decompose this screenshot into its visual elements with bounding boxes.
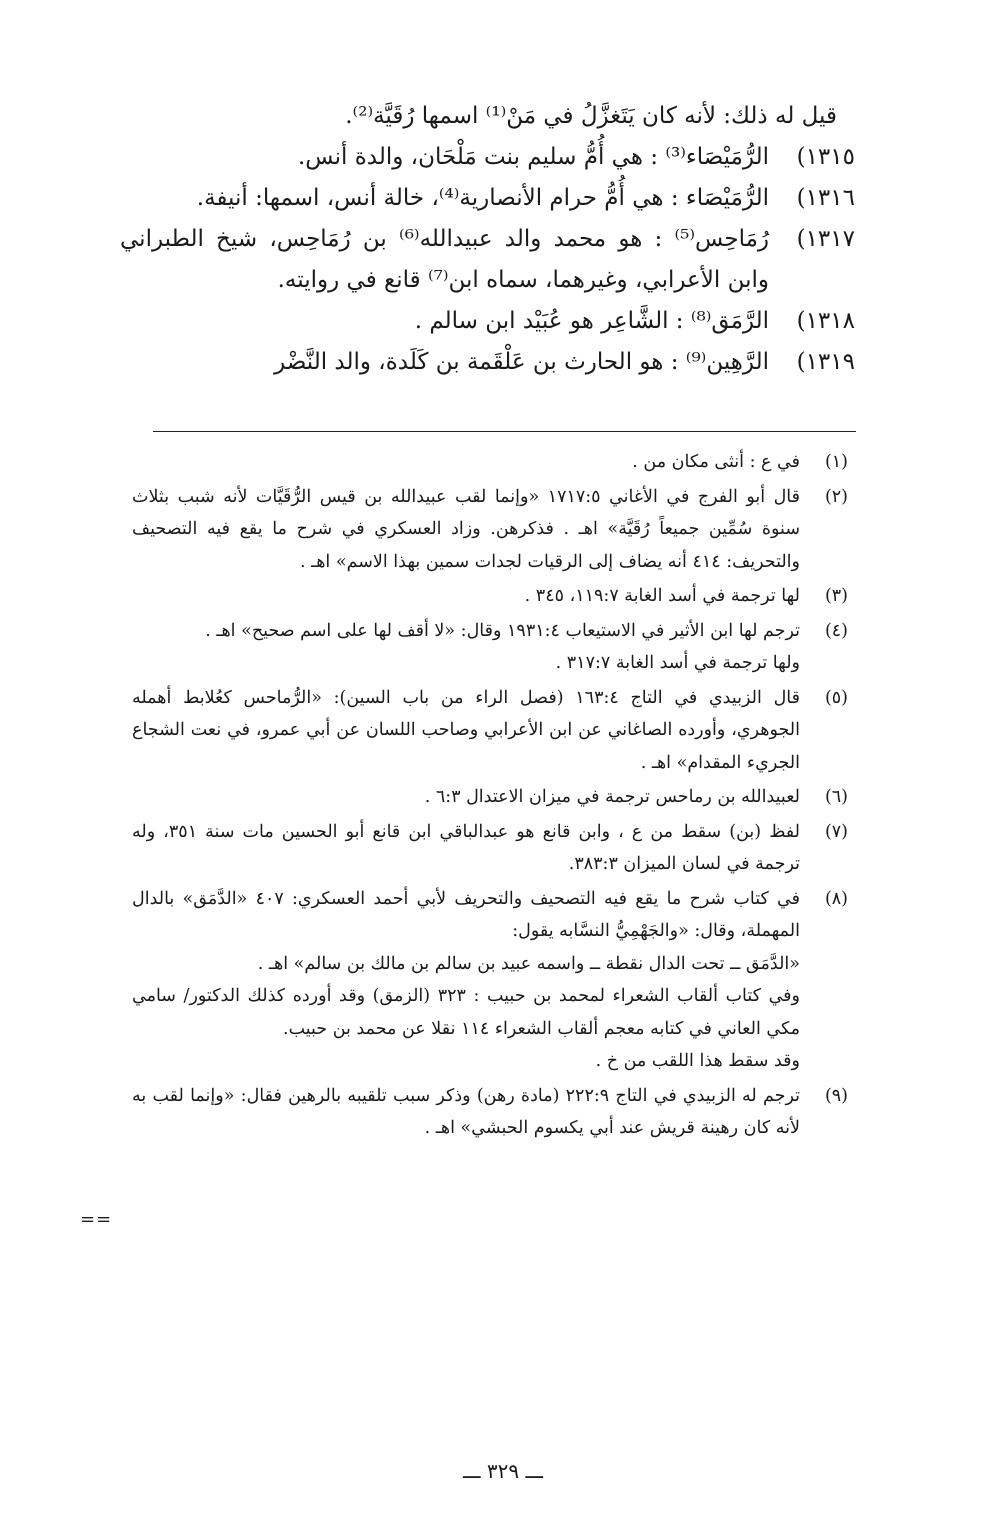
intro-line: قيل له ذلك: لأنه كان يَتَغزَّلُ في مَنْ⁽¹⁾ اسمها رُقَيَّة⁽²⁾. — [345, 103, 837, 129]
footnote-text: قال أبو الفرج في الأغاني ١٧١٧:٥ «وإنما لقب عبيدالله بن قيس الرُّقَيَّات لأنه شبب بثلاث سنوة سُمِّين جميعاً رُقَيَّة» اهـ . فذكرهن. وزاد العسكري في شرح ما يقع فيه التصحيف والتحريف: ٤١٤ أنه يضاف إلى الرقيات لجدات سمين بهذا الاسم» اهـ . — [132, 486, 801, 572]
footnote-number: (٣) — [824, 586, 848, 606]
footnote-text: ترجم له الزبيدي في التاج ٢٢٢:٩ (مادة رهن) وذكر سبب تلقيبه بالرهين فقال: «وإنما لقب به لأنه كان رهينة قريش عند أبي يكسوم الحبشي» اهـ . — [132, 1085, 800, 1138]
entry-1315 — [120, 137, 855, 178]
entry-text: الرُّمَيْصَاء⁽³⁾ : هي أُمُّ سليم بنت مَلْحَان، والدة أنس. — [297, 144, 769, 170]
main-text — [120, 96, 855, 383]
footnote-number: (١) — [824, 452, 848, 472]
footnote-text: لها ترجمة في أسد الغابة ١١٩:٧، ٣٤٥ . — [524, 586, 800, 606]
entry-1317 — [120, 219, 855, 301]
page-number: ـــ ٣٢٩ ـــ — [462, 1459, 544, 1483]
footnote-4 — [132, 615, 848, 680]
footnote-text: قال الزبيدي في التاج ١٦٣:٤ (فصل الراء من باب السين): «الرُّماحس كعُلابط أهمله الجوهري، وأورده الصاغاني عن ابن الأعرابي وصاحب اللسان عن أبي عمرو، في نعت الشجاع الجريء المقدام» اهـ . — [132, 687, 800, 773]
footnote-text: في ع : أنثى مكان من . — [632, 452, 800, 472]
footnote-number: (٨) — [824, 888, 848, 909]
footnote-5 — [132, 682, 848, 780]
footnote-number: (٥) — [824, 687, 848, 708]
entry-number: ١٣١٦) — [796, 185, 855, 211]
footnote-number: (٦) — [824, 787, 848, 807]
footnote-1 — [132, 446, 848, 479]
footnote-text: وفي كتاب ألقاب الشعراء لمحمد بن حبيب : ٣٢٣ (الزمق) وقد أورده كذلك الدكتور/ سامي مكي العاني في كتابه معجم ألقاب الشعراء ١١٤ نقلا عن محمد بن حبيب. — [132, 986, 800, 1039]
entry-text: الرَّهِين⁽⁹⁾ : هو الحارث بن عَلْقَمة بن كَلَدة، والد النَّضْر — [274, 349, 769, 375]
footnote-text: في كتاب شرح ما يقع فيه التصحيف والتحريف لأبي أحمد العسكري: ٤٠٧ «الدَّمَق» بالدال المهملة، وقال: «والجَهْمِيُّ النسَّابه يقول: — [132, 888, 800, 941]
footnote-text: لعبيدالله بن رماحس ترجمة في ميزان الاعتدال ٦:٣ . — [424, 787, 800, 807]
footnote-number: (٧) — [824, 821, 848, 842]
footnote-text: ولها ترجمة في أسد الغابة ٣١٧:٧ . — [555, 653, 800, 673]
footnote-3 — [132, 580, 848, 613]
footnote-divider — [153, 431, 856, 432]
footnote-number: (٩) — [824, 1085, 848, 1106]
entry-number: ١٣١٨) — [796, 308, 855, 334]
footnotes — [132, 446, 848, 1147]
entry-1316 — [120, 178, 855, 219]
footnote-text: لفظ (بن) سقط من ع ، وابن قانع هو عبدالباقي ابن قانع أبو الحسين مات سنة ٣٥١، وله ترجمة في لسان الميزان ٣٨٣:٣. — [132, 821, 800, 874]
footnote-6 — [132, 781, 848, 814]
entry-number: ١٣١٥) — [796, 144, 855, 170]
footnote-text: ترجم لها ابن الأثير في الاستيعاب ١٩٣١:٤ وقال: «لا أقف لها على اسم صحيح» اهـ . — [205, 620, 800, 641]
footnote-8 — [132, 883, 848, 1078]
footnote-2 — [132, 481, 848, 579]
footnote-number: (٢) — [824, 486, 848, 507]
entry-1318 — [120, 301, 855, 342]
footnote-9 — [132, 1080, 848, 1145]
entry-1319 — [120, 342, 855, 383]
footnote-7 — [132, 816, 848, 881]
footnote-text: «الدَّمَق ــ تحت الدال نقطة ــ واسمه عبيد بن سالم بن مالك بن سالم» اهـ . — [257, 953, 800, 974]
entry-text: رُمَاحِس⁽⁵⁾ : هو محمد والد عبيدالله⁽⁶⁾ بن رُمَاحِس، شيخ الطبراني وابن الأعرابي، وغيرهما، سماه ابن⁽⁷⁾ قانع في روايته. — [120, 226, 769, 293]
footnote-number: (٤) — [824, 620, 848, 641]
entry-number: ١٣١٩) — [796, 349, 855, 375]
entry-text: الرَّمَق⁽⁸⁾ : الشَّاعِر هو عُبَيْد ابن سالم . — [414, 308, 769, 334]
entry-text: الرُّمَيْصَاء : هي أُمُّ حرام الأنصارية⁽⁴⁾، خالة أنس، اسمها: أنيفة. — [196, 185, 769, 211]
footnote-text: وقد سقط هذا اللقب من خ . — [595, 1051, 800, 1071]
continuation-mark: == — [80, 1209, 113, 1230]
entry-number: ١٣١٧) — [796, 226, 855, 252]
